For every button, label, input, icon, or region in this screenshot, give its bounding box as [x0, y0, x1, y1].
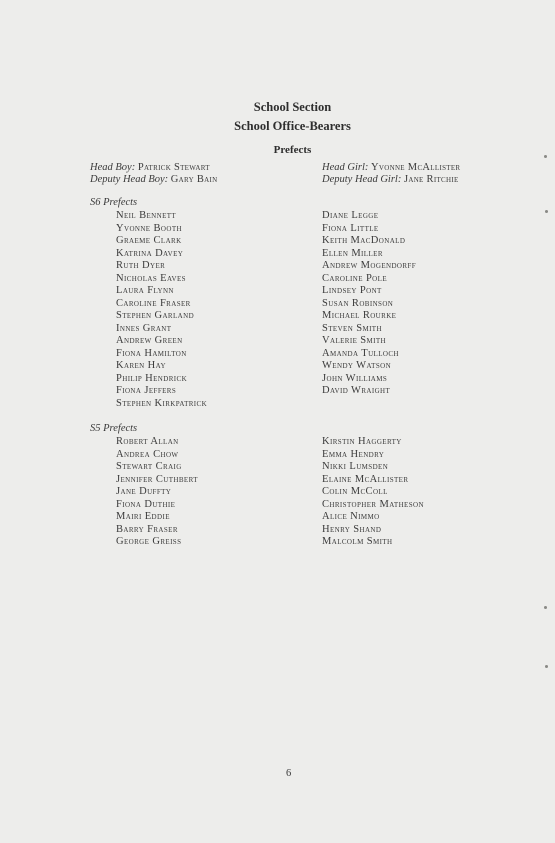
list-item: Robert Allan [116, 436, 179, 447]
list-item: Emma Hendry [322, 448, 385, 460]
list-item: Amanda Tulloch [322, 347, 399, 359]
list-item: Fiona Hamilton [116, 347, 187, 359]
list-item: John Williams [322, 372, 388, 384]
list-item: Henry Shand [322, 523, 382, 535]
list-item: Neil Bennett [116, 210, 177, 221]
list-item: Philip Hendrick [116, 372, 188, 384]
list-item: Caroline Fraser [116, 297, 191, 309]
subsection-title: School Office-Bearers [234, 119, 351, 133]
list-item: Yvonne Booth [116, 222, 182, 234]
list-item: George Greiss [116, 536, 182, 547]
list-item: Nicholas Eaves [116, 272, 186, 284]
list-item: Elaine McAllister [322, 473, 409, 485]
list-item: Diane Legge [322, 210, 379, 221]
deputy-head-girl-name: Jane Ritchie [403, 174, 459, 185]
list-item: Steven Smith [322, 322, 382, 334]
deputy-head-girl-role: Deputy Head Girl: [322, 174, 402, 185]
list-item: Valerie Smith [322, 335, 387, 346]
list-item: Kirstin Haggerty [322, 436, 402, 447]
list-item: Karen Hay [116, 360, 166, 371]
head-girl-line [322, 162, 460, 173]
list-item: Mairi Eddie [116, 511, 170, 522]
s6-prefects-right-list [322, 210, 416, 398]
section-title: School Section [253, 100, 332, 114]
s5-prefects-right-list [322, 436, 424, 549]
list-item: Colin McColl [322, 486, 388, 497]
deputy-head-boy-line [90, 174, 218, 185]
list-item: Alice Nimmo [322, 511, 380, 522]
head-boy-role: Head Boy: [90, 162, 136, 173]
list-item: Michael Rourke [322, 310, 397, 321]
s5-prefects-label: S5 Prefects [90, 423, 138, 434]
list-item: Susan Robinson [322, 297, 394, 309]
list-item: Laura Flynn [116, 285, 174, 296]
page-number: 6 [286, 768, 292, 779]
list-item: Ellen Miller [322, 247, 383, 259]
list-item: Stephen Kirkpatrick [116, 397, 208, 409]
list-item: Christopher Matheson [322, 498, 424, 510]
list-item: Nikki Lumsden [322, 461, 389, 472]
head-girl-name: Yvonne McAllister [371, 162, 461, 173]
s6-prefects-left-list [116, 210, 207, 410]
list-item: David Wraight [322, 385, 391, 396]
list-item: Andrew Mogendorff [322, 260, 417, 271]
list-item: Katrina Davey [116, 247, 184, 259]
paper-speck [545, 665, 548, 668]
list-item: Andrew Green [116, 335, 183, 346]
prefects-title: Prefects [273, 144, 312, 156]
list-item: Keith MacDonald [322, 235, 406, 246]
s6-prefects-label: S6 Prefects [90, 197, 138, 208]
head-boy-name: Patrick Stewart [137, 162, 210, 173]
s5-prefects-left-list [116, 436, 198, 549]
paper-speck [544, 155, 547, 158]
list-item: Malcolm Smith [322, 536, 393, 547]
list-item: Fiona Little [322, 222, 379, 234]
list-item: Ruth Dyer [116, 260, 166, 271]
paper-speck [545, 210, 548, 213]
list-item: Fiona Jeffers [116, 385, 177, 396]
list-item: Stephen Garland [116, 310, 195, 321]
list-item: Caroline Pole [322, 272, 387, 284]
list-item: Jane Duffty [116, 486, 172, 497]
list-item: Barry Fraser [116, 523, 178, 535]
deputy-head-girl-line [322, 174, 459, 185]
list-item: Andrea Chow [116, 448, 179, 460]
deputy-head-boy-name: Gary Bain [170, 174, 218, 185]
list-item: Graeme Clark [116, 235, 182, 246]
list-item: Lindsey Pont [322, 285, 382, 296]
head-girl-role: Head Girl: [322, 162, 369, 173]
paper-speck [544, 606, 547, 609]
list-item: Jennifer Cuthbert [116, 473, 198, 485]
list-item: Stewart Craig [116, 461, 182, 472]
list-item: Wendy Watson [322, 360, 392, 371]
deputy-head-boy-role: Deputy Head Boy: [90, 174, 169, 185]
list-item: Innes Grant [116, 322, 172, 334]
list-item: Fiona Duthie [116, 498, 176, 510]
head-boy-line [90, 162, 210, 173]
